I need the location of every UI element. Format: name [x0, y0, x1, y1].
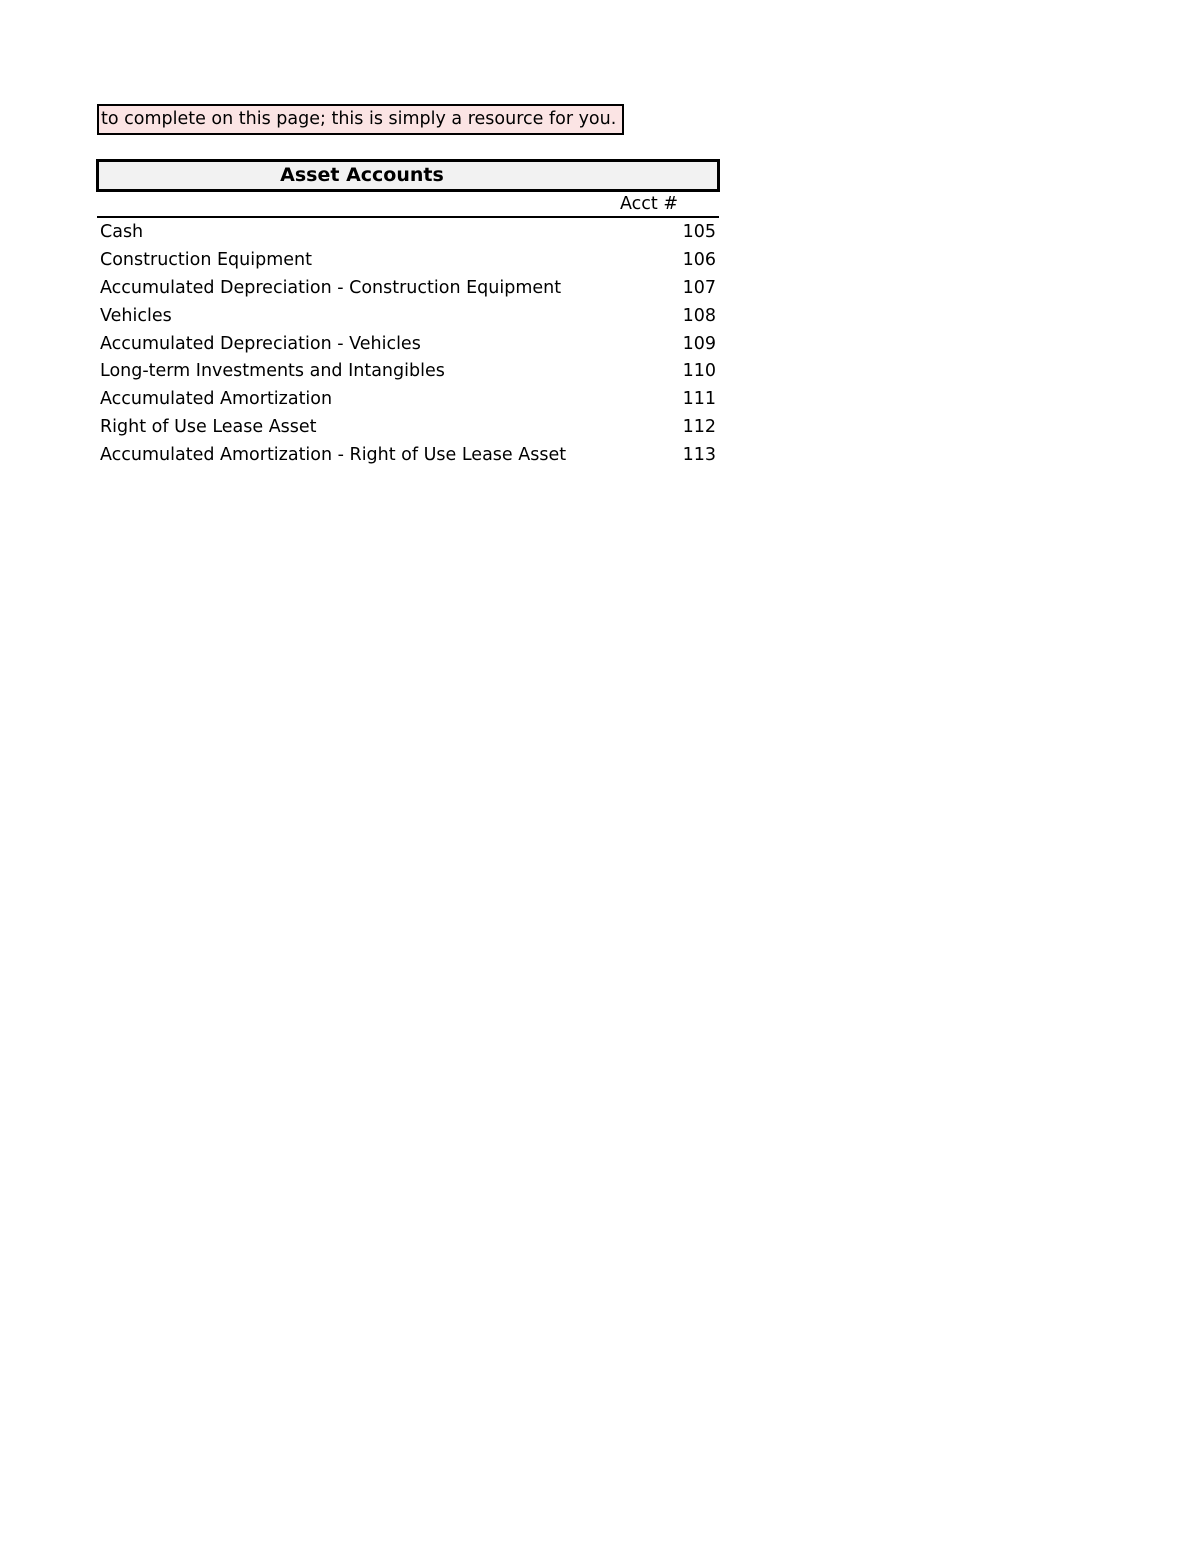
account-number: 105	[682, 222, 716, 242]
account-name: Accumulated Depreciation - Vehicles	[100, 333, 421, 354]
account-number: 111	[682, 389, 716, 410]
account-row	[97, 385, 719, 413]
account-number-column-header: Acct #	[620, 194, 678, 214]
account-name: Vehicles	[100, 305, 172, 326]
account-name: Cash	[100, 222, 144, 242]
account-row	[97, 274, 719, 302]
account-row	[97, 330, 719, 358]
account-row	[97, 246, 719, 274]
account-row	[97, 302, 719, 330]
account-number: 113	[682, 445, 716, 466]
account-name: Construction Equipment	[100, 249, 312, 270]
column-header-row	[97, 192, 719, 218]
account-row	[97, 441, 719, 469]
accounts-list	[97, 218, 719, 469]
section-header	[96, 159, 720, 192]
account-number: 110	[682, 361, 716, 382]
instruction-note: to complete on this page; this is simply a resource for you.	[97, 104, 624, 135]
account-row	[97, 218, 719, 246]
account-name: Accumulated Amortization - Right of Use Lease Asset	[100, 445, 567, 466]
section-title: Asset Accounts	[280, 164, 444, 186]
account-number: 112	[682, 417, 716, 438]
account-number: 108	[682, 305, 716, 326]
account-name: Accumulated Amortization	[100, 389, 333, 410]
account-name: Accumulated Depreciation - Construction Equipment	[100, 277, 562, 298]
account-name: Right of Use Lease Asset	[100, 417, 317, 438]
account-number: 107	[682, 277, 716, 298]
account-number: 109	[682, 333, 716, 354]
account-name: Long-term Investments and Intangibles	[100, 361, 445, 382]
account-number: 106	[682, 249, 716, 270]
account-row	[97, 413, 719, 441]
account-row	[97, 357, 719, 385]
